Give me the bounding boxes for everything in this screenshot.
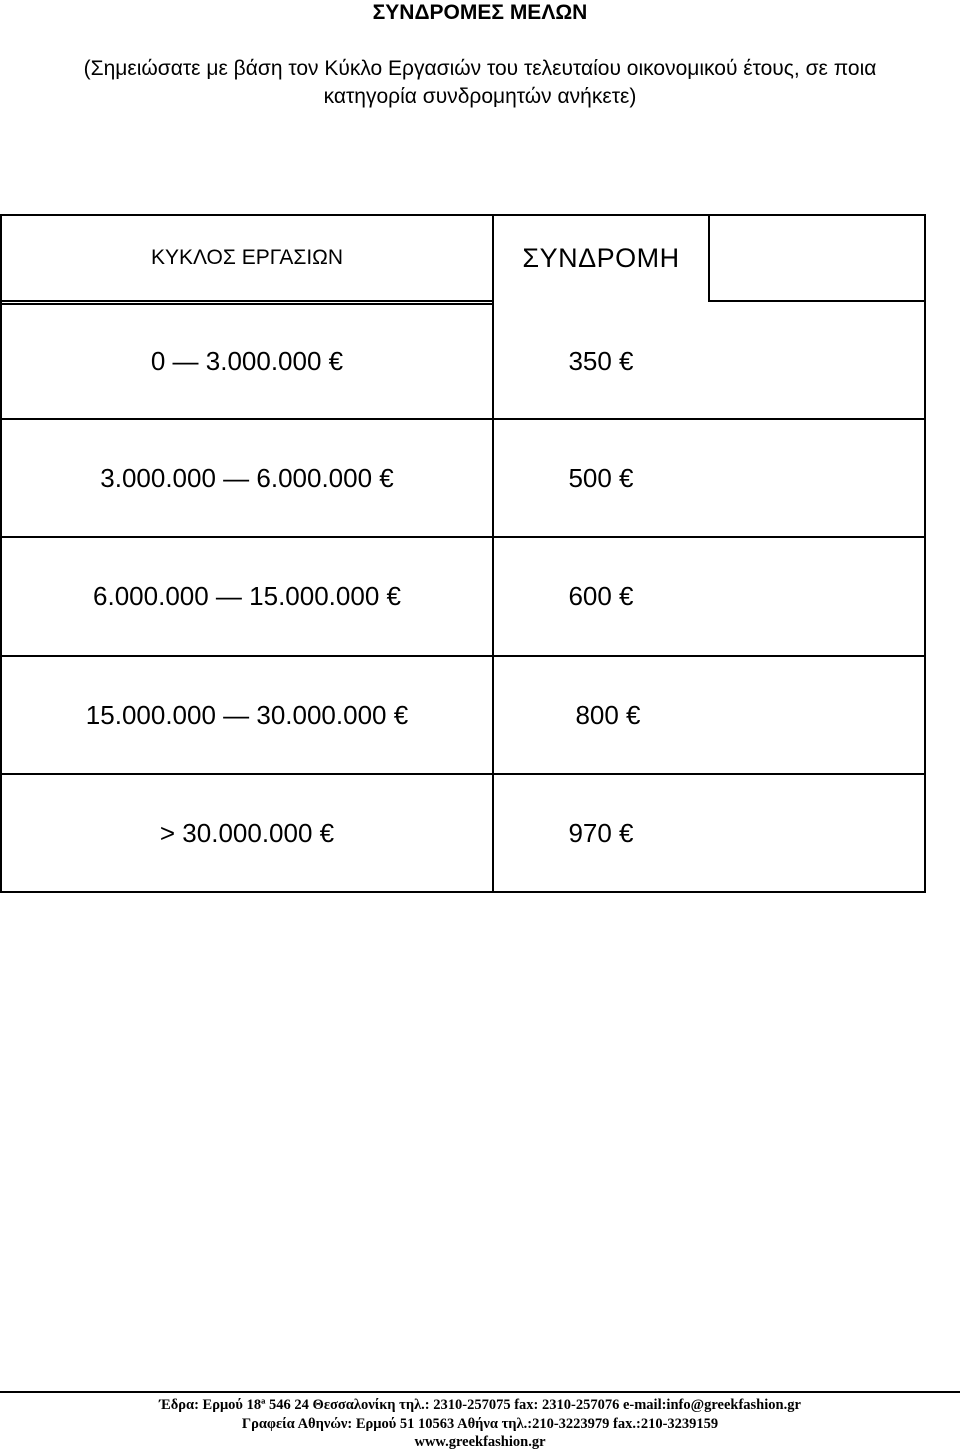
footer-website-link[interactable]: www.greekfashion.gr bbox=[414, 1434, 546, 1450]
table-row-4-range: 15.000.000 — 30.000.000 € bbox=[85, 699, 409, 730]
table-row-1-range: 0 — 3.000.000 € bbox=[150, 345, 344, 376]
instruction-note bbox=[0, 55, 960, 111]
footer-address-line: Έδρα: Ερμού 18ª 546 24 Θεσσαλονίκη τηλ.: 2310-257075 fax: 2310-257076 e-mail:info@greekfashion.gr bbox=[159, 1397, 801, 1413]
instruction-note-line-2: κατηγορία συνδρομητών ανήκετε) bbox=[323, 85, 637, 108]
table-row-4-fee: 800 € bbox=[575, 699, 641, 730]
page-title: ΣΥΝΔΡΟΜΕΣ ΜΕΛΩΝ bbox=[372, 1, 588, 24]
table-row-3-range: 6.000.000 — 15.000.000 € bbox=[93, 581, 401, 611]
table-row-2-range: 3.000.000 — 6.000.000 € bbox=[100, 462, 394, 493]
column-header-turnover: ΚΥΚΛΟΣ ΕΡΓΑΣΙΩΝ bbox=[150, 246, 344, 269]
footer-divider bbox=[0, 1391, 960, 1393]
table-row-1-fee: 350 € bbox=[568, 345, 634, 376]
instruction-note-line-1: (Σημειώσατε με βάση τον Κύκλο Εργασιών του τελευταίου οικονομικού έτους, σε ποια bbox=[83, 57, 877, 80]
column-header-subscription: ΣΥΝΔΡΟΜΗ bbox=[522, 242, 680, 273]
membership-fees-table bbox=[0, 214, 926, 893]
footer bbox=[0, 1396, 960, 1452]
table-row-5-fee: 970 € bbox=[568, 817, 634, 848]
table-row-3-fee: 600 € bbox=[568, 581, 634, 611]
footer-athens-office-line: Γραφεία Αθηνών: Ερμού 51 10563 Αθήνα τηλ.:210-3223979 fax.:210-3239159 bbox=[241, 1415, 719, 1432]
table-row-5-range: > 30.000.000 € bbox=[159, 817, 335, 848]
table-row-2-fee: 500 € bbox=[568, 462, 634, 493]
